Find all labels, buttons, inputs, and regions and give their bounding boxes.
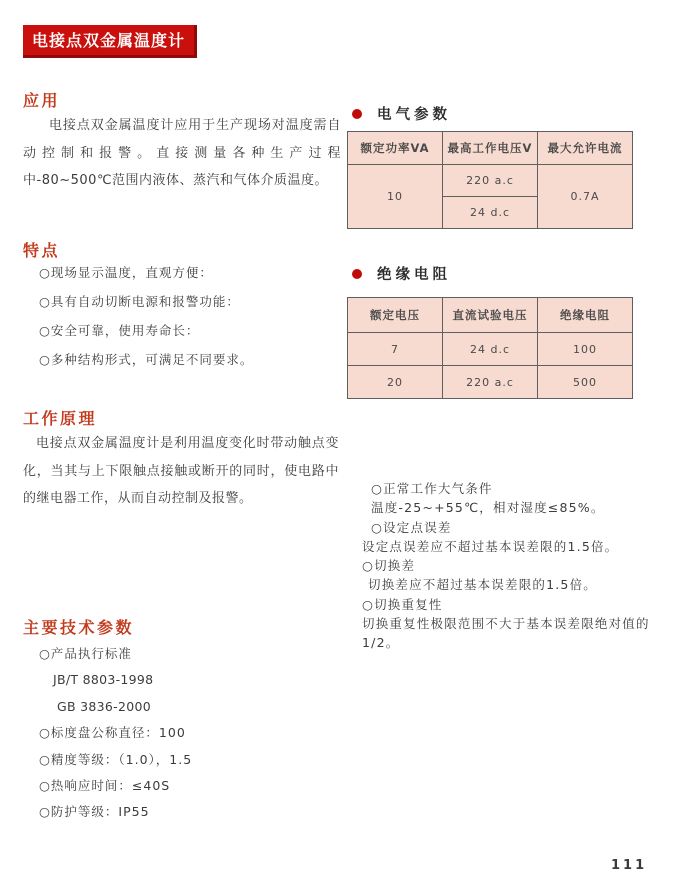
condition-line: ○设定点误差 [371, 519, 452, 535]
insulation-resistance-table [347, 297, 633, 399]
tech-param-item: ○热响应时间：≤40S [39, 778, 171, 794]
cell-rated-voltage: 7 [348, 333, 443, 366]
tech-param-item: ○防护等级：IP55 [39, 804, 150, 820]
red-dot-icon [352, 109, 362, 119]
tech-param-item: ○精度等级：（1.0），1.5 [39, 751, 193, 767]
condition-line: 温度-25~+55℃，相对湿度≤85%。 [371, 500, 605, 516]
cell-resistance: 100 [538, 333, 633, 366]
table-row [348, 333, 633, 366]
cell-rated-power: 10 [348, 165, 443, 229]
col-dc-test-voltage: 直流试验电压 [443, 298, 538, 333]
cell-test-voltage: 24 d.c [443, 333, 538, 366]
feature-item: ○现场显示温度，直观方便： [39, 265, 213, 280]
working-conditions-block [362, 479, 670, 653]
table-header-row [348, 298, 633, 333]
cell-resistance: 500 [538, 366, 633, 399]
feature-item: ○安全可靠，使用寿命长： [39, 323, 200, 338]
page-number: 111 [611, 858, 648, 873]
condition-line: 切换重复性极限范围不大于基本误差限绝对值的1/2。 [362, 616, 650, 651]
col-rated-voltage: 额定电压 [348, 298, 443, 333]
col-insulation-resistance: 绝缘电阻 [538, 298, 633, 333]
condition-line: ○切换差 [362, 558, 416, 574]
heading-electrical-params-label: 电气参数 [377, 107, 451, 123]
condition-line: 设定点误差应不超过基本误差限的1.5倍。 [362, 538, 619, 554]
heading-insulation-resistance [352, 263, 451, 284]
table-row [348, 165, 633, 197]
section-heading-principle: 工作原理 [23, 409, 98, 428]
cell-rated-voltage: 20 [348, 366, 443, 399]
section-heading-tech-params: 主要技术参数 [23, 618, 135, 637]
condition-line: 切换差应不超过基本误差限的1.5倍。 [368, 577, 597, 593]
tech-param-item: ○产品执行标准 [39, 646, 132, 661]
table-row [348, 366, 633, 399]
application-paragraph: 电接点双金属温度计应用于生产现场对温度需自动控制和报警。直接测量各种生产过程中-80~500℃范围内液体、蒸汽和气体介质温度。 [23, 118, 341, 188]
table-header-row [348, 132, 633, 165]
col-max-current: 最大允许电流 [538, 132, 633, 165]
col-max-voltage: 最高工作电压V [443, 132, 538, 165]
red-dot-icon [352, 269, 362, 279]
cell-max-current: 0.7A [538, 165, 633, 229]
heading-insulation-resistance-label: 绝缘电阻 [377, 267, 451, 283]
tech-param-item: ○标度盘公称直径：100 [39, 725, 186, 741]
feature-item: ○具有自动切断电源和报警功能： [39, 294, 240, 309]
heading-electrical-params [352, 103, 451, 124]
tech-params-list [39, 641, 339, 826]
electrical-params-table [347, 131, 633, 229]
section-heading-application: 应用 [23, 91, 61, 110]
tech-param-standard: JB/T 8803-1998 [53, 672, 154, 688]
cell-voltage-dc: 24 d.c [443, 197, 538, 229]
page-title: 电接点双金属温度计 [23, 25, 197, 58]
section-heading-features: 特点 [23, 241, 61, 260]
col-rated-power: 额定功率VA [348, 132, 443, 165]
cell-test-voltage: 220 a.c [443, 366, 538, 399]
condition-line: ○正常工作大气条件 [371, 481, 493, 496]
features-list [39, 258, 339, 374]
principle-paragraph: 电接点双金属温度计是利用温度变化时带动触点变化，当其与上下限触点接触或断开的同时，使电路中的继电器工作，从而自动控制及报警。 [23, 436, 339, 506]
tech-param-standard: GB 3836-2000 [57, 698, 151, 714]
feature-item: ○多种结构形式，可满足不同要求。 [39, 352, 254, 367]
cell-voltage-ac: 220 a.c [443, 165, 538, 197]
condition-line: ○切换重复性 [362, 596, 443, 612]
